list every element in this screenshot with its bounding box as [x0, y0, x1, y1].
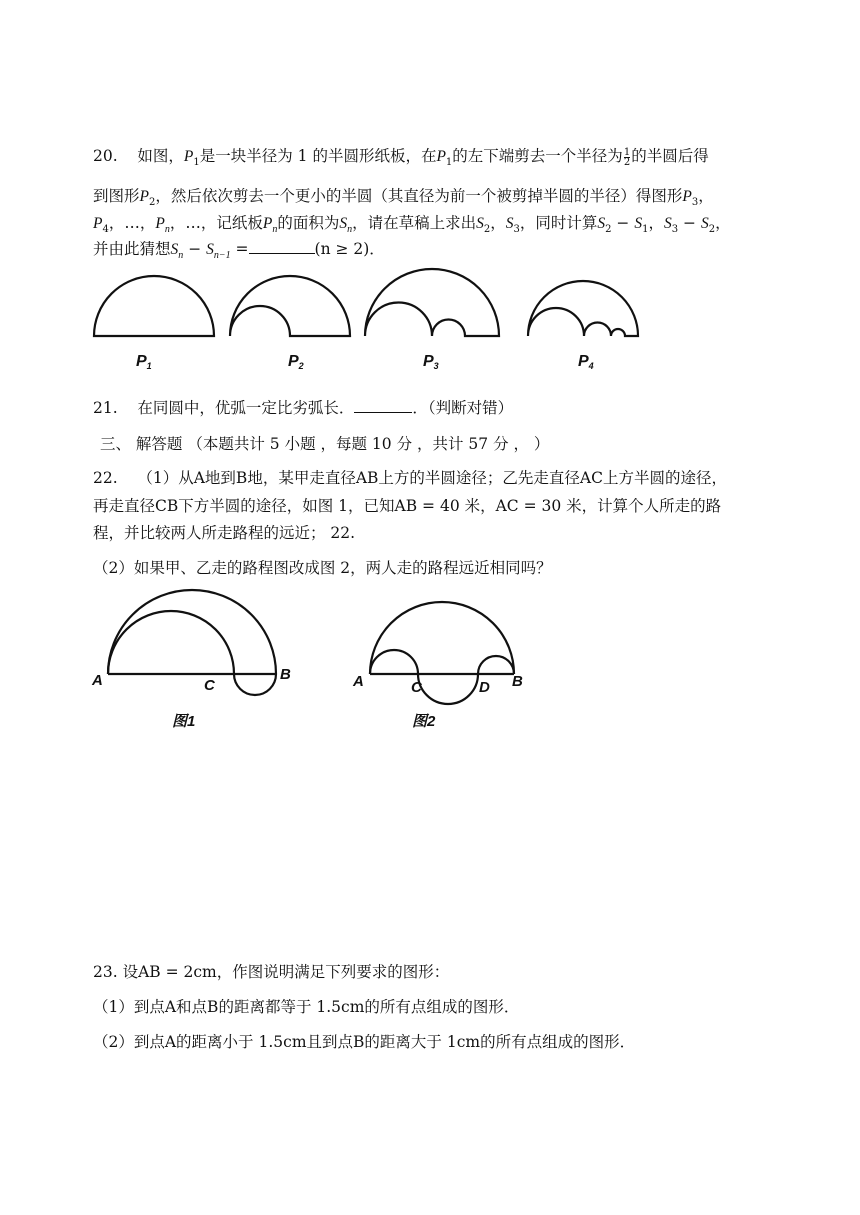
fig1-semicircle-ab	[108, 590, 276, 674]
answer-blank[interactable]	[249, 239, 315, 254]
q23-line1: 23. 设AB = 2cm，作图说明满足下列要求的图形：	[93, 963, 450, 981]
fig2-label-b: B	[512, 673, 523, 690]
fig2-arc-cd	[418, 674, 478, 704]
fig2-label-d: D	[479, 679, 490, 696]
q21-line: 21. 在同圆中，优弧一定比劣弧长． ．（判断对错）	[93, 399, 514, 417]
q20-figures	[88, 262, 678, 377]
q22-line3: 程，并比较两人所走路程的远近； 22.	[93, 524, 356, 542]
fig1-semicircle-cb	[234, 674, 276, 695]
p3-shape	[365, 269, 499, 336]
q20-line1: 20. 如图，$P_1$是一块半径为 1 的半圆形纸板，在$P_1$的左下端剪去一个半径为 $\frac{1}{2}$ 的半圆后得	[93, 146, 709, 169]
q20-line2: 到图形$P_2$，然后依次剪去一个更小的半圆（其直径为前一个被剪掉半圆的半径）得图形$P_3$，	[93, 187, 714, 209]
q20-line3: $P_4$，…，$P_n$，…，记纸板$P_n$的面积为$S_n$，请在草稿上求出$S_2$，$S_3$，同时计算$S_2 - S_1$，$S_3 - S_2$，	[93, 214, 731, 236]
p1-shape	[94, 276, 214, 336]
p4-label: P4	[578, 353, 594, 371]
q20-line4: 并由此猜想$S_n - S_{n-1} = (n \ge 2)$．	[93, 240, 385, 262]
figure-2	[348, 588, 538, 733]
p2-shape	[230, 276, 350, 336]
fig1-label-a: A	[92, 672, 103, 689]
q22-line2: 再走直径CB下方半圆的途径，如图 1，已知AB = 40 米，AC = 30 米，计算个人所走的路	[93, 497, 722, 515]
q22-line4: （2）如果甲、乙走的路程图改成图 2，两人走的路程远近相同吗？	[93, 559, 552, 577]
p4-shape	[528, 281, 638, 336]
figure-1	[88, 588, 303, 733]
p1-label: P1	[136, 353, 152, 371]
q20-number: 20.	[93, 147, 118, 165]
fraction-half: $\frac{1}{2}$	[623, 146, 631, 168]
answer-blank[interactable]	[354, 398, 412, 413]
q23-line2: （1）到点A和点B的距离都等于 1.5cm的所有点组成的图形．	[93, 998, 520, 1016]
p3-label: P3	[423, 353, 439, 371]
p2-label: P2	[288, 353, 304, 371]
fig2-arc-db	[478, 656, 514, 674]
fig2-caption: 图2	[412, 713, 436, 730]
q22-number: 22.	[93, 469, 118, 487]
fig2-arc-ac	[370, 650, 418, 674]
fig1-label-b: B	[280, 666, 291, 683]
fig1-caption: 图1	[172, 713, 196, 730]
fig2-label-c: C	[411, 679, 422, 696]
q21-number: 21.	[93, 399, 118, 417]
fig2-semicircle-ab	[370, 602, 514, 674]
section-title: 三、 解答题 （本题共计 5 小题 ，每题 10 分 ，共计 57 分 ， ）	[100, 435, 550, 453]
fig2-label-a: A	[353, 673, 364, 690]
q22-line1: 22. （1）从A地到B地，某甲走直径AB上方的半圆途径；乙先走直径AC上方半圆的途径，	[93, 469, 727, 487]
fig1-label-c: C	[204, 677, 215, 694]
q23-line3: （2）到点A的距离小于 1.5cm且到点B的距离大于 1cm的所有点组成的图形．	[93, 1033, 636, 1051]
